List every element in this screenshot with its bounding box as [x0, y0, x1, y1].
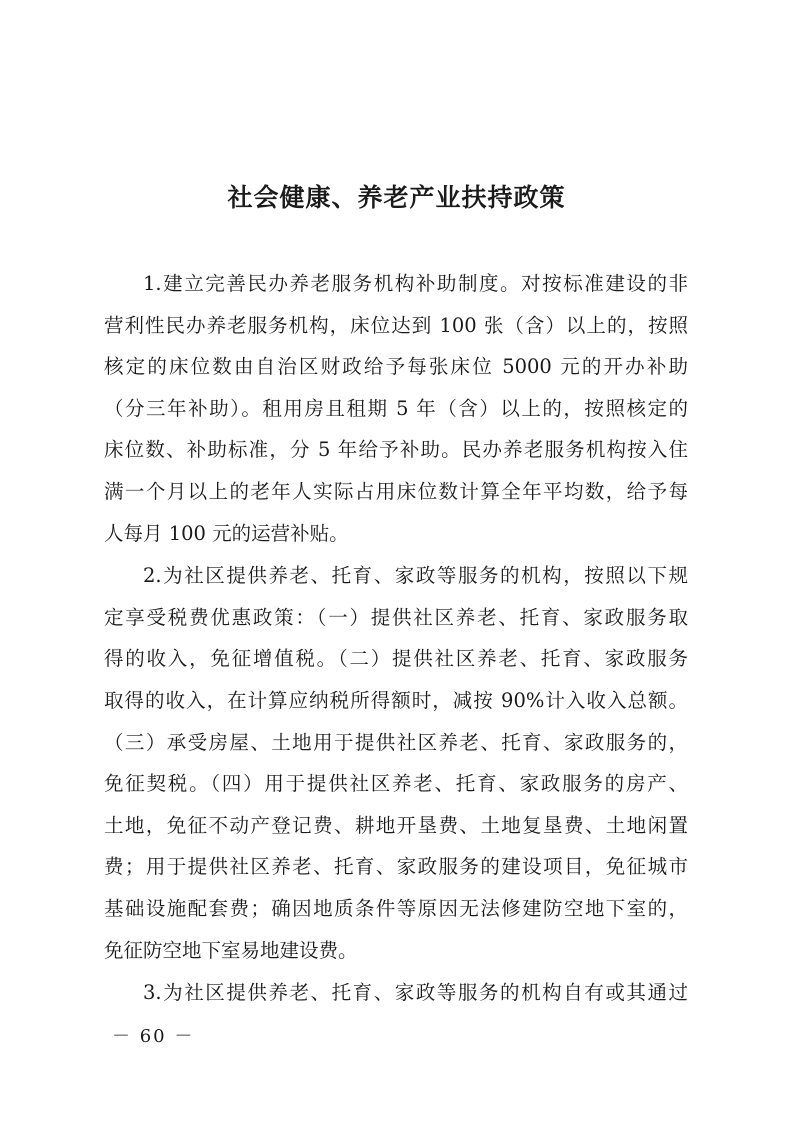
paragraph-line: 2.为社区提供养老、托育、家政等服务的机构，按照以下规 [143, 564, 688, 588]
paragraph-line: 满一个月以上的老年人实际占用床位数计算全年平均数，给予每 [104, 479, 688, 503]
paragraph-3 [104, 972, 688, 1014]
paragraph-line: 核定的床位数由自治区财政给予每张床位 5000 元的开办补助 [104, 355, 688, 379]
paragraph-line: 得的收入，免征增值税。（二）提供社区养老、托育、家政服务 [104, 647, 688, 671]
document-body [104, 263, 688, 1014]
document-title: 社会健康、养老产业扶持政策 [227, 183, 566, 212]
paragraph-line: 免征契税。（四）用于提供社区养老、托育、家政服务的房产、 [104, 772, 688, 796]
paragraph-line: 定享受税费优惠政策：（一）提供社区养老、托育、家政服务取 [104, 605, 688, 629]
paragraph-line: 人每月 100 元的运营补贴。 [104, 521, 349, 545]
paragraph-line: 营利性民办养老服务机构，床位达到 100 张（含）以上的，按照 [104, 313, 688, 337]
paragraph-line: 土地，免征不动产登记费、耕地开垦费、土地复垦费、土地闲置 [104, 813, 688, 837]
paragraph-line: 基础设施配套费；确因地质条件等原因无法修建防空地下室的， [104, 896, 688, 920]
paragraph-1 [104, 263, 688, 554]
paragraph-line: 取得的收入，在计算应纳税所得额时，减按 90%计入收入总额。 [104, 688, 688, 712]
paragraph-line: （分三年补助）。租用房且租期 5 年（含）以上的，按照核定的 [104, 396, 688, 420]
paragraph-line: 床位数、补助标准，分 5 年给予补助。民办养老服务机构按入住 [104, 438, 688, 462]
paragraph-line: 1.建立完善民办养老服务机构补助制度。对按标准建设的非 [143, 272, 688, 295]
page-number: － 60 － [112, 1026, 195, 1047]
paragraph-2 [104, 555, 688, 971]
paragraph-line: 费；用于提供社区养老、托育、家政服务的建设项目，免征城市 [104, 855, 688, 879]
paragraph-line: 免征防空地下室易地建设费。 [104, 938, 358, 962]
paragraph-line: 3.为社区提供养老、托育、家政等服务的机构自有或其通过 [143, 981, 688, 1005]
paragraph-line: （三）承受房屋、土地用于提供社区养老、托育、家政服务的， [104, 730, 688, 754]
